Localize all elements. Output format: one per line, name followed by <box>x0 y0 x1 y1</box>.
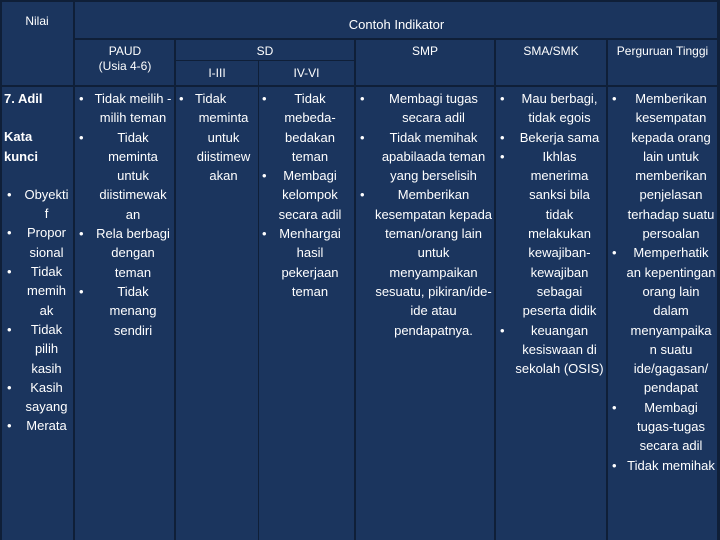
col-divider-sma <box>606 38 608 540</box>
table-left-border <box>0 0 2 540</box>
smp-item: • Membagi tugas secara adil <box>357 89 493 128</box>
sd-low-list <box>176 89 257 108</box>
sd-low-column <box>176 89 257 185</box>
sd-high-item: • Tidak mebeda- bedakan teman <box>259 89 353 166</box>
pt-item: • Tidak memihak <box>609 456 716 475</box>
table-top-border <box>0 0 720 2</box>
sd-low-continuation: meminta untuk diistimew akan <box>196 110 251 184</box>
pt-item: • Memperhatik an kepentingan orang lain dalam menyampaika n suatu ide/gagasan/ pendapat <box>609 243 716 397</box>
kata-kunci-label-2: kunci <box>4 148 38 164</box>
keyword-list <box>4 185 72 436</box>
col-divider-nilai <box>73 0 75 540</box>
sd-subheader-divider <box>175 60 355 61</box>
keyword-item: • Kasih sayang <box>4 378 72 417</box>
header-sd-i-iii: I-III <box>208 66 226 80</box>
nilai-title: 7. Adil <box>4 91 43 106</box>
sma-item: • Ikhlas menerima sanksi bila tidak melakukan kewajiban- kewajiban sebagai peserta didik <box>497 147 605 321</box>
nilai-column <box>4 89 72 436</box>
header-divider-1 <box>74 38 720 40</box>
pt-list <box>609 89 716 475</box>
header-paud <box>76 44 174 74</box>
sma-list <box>497 89 605 378</box>
header-contoh-indikator: Contoh Indikator <box>348 17 445 32</box>
header-sma-smk: SMA/SMK <box>523 44 579 58</box>
sd-high-item: • Menhargai hasil pekerjaan teman <box>259 224 353 301</box>
header-smp: SMP <box>411 44 438 58</box>
keyword-item: • Tidak pilih kasih <box>4 320 72 378</box>
col-divider-smp <box>494 38 496 540</box>
header-sd-iv-vi: IV-VI <box>293 66 320 80</box>
paud-item: • Tidak meminta untuk diistimewak an <box>76 128 173 224</box>
sd-high-item: • Membagi kelompok secara adil <box>259 166 353 224</box>
header-divider-2 <box>0 85 720 87</box>
pt-column <box>609 89 716 475</box>
header-paud-line1: PAUD <box>108 44 142 58</box>
keyword-item: • Tidak memih ak <box>4 262 72 320</box>
smp-list <box>357 89 493 340</box>
header-nilai: Nilai <box>25 14 49 28</box>
sma-item: • Bekerja sama <box>497 128 605 147</box>
sma-item: • keuangan kesiswaan di sekolah (OSIS) <box>497 321 605 379</box>
sd-high-column <box>259 89 353 301</box>
smp-item: • Memberikan kesempatan kepada teman/orang lain untuk menyampaikan sesuatu, pikiran/ide-ide atau pendapatnya. <box>357 185 493 339</box>
sma-column <box>497 89 605 378</box>
sma-item: • Mau berbagi, tidak egois <box>497 89 605 128</box>
col-divider-sd <box>354 38 356 540</box>
sd-low-item: • Tidak <box>176 89 257 108</box>
header-paud-line2: (Usia 4-6) <box>98 59 152 73</box>
header-sd: SD <box>256 44 274 58</box>
pt-item: • Membagi tugas-tugas secara adil <box>609 398 716 456</box>
keyword-item: • Propor sional <box>4 223 72 262</box>
paud-item: • Rela berbagi dengan teman <box>76 224 173 282</box>
header-perguruan-tinggi: Perguruan Tinggi <box>616 44 709 58</box>
pt-item: • Memberikan kesempatan kepada orang lain untuk memberikan penjelasan terhadap suatu persoalan <box>609 89 716 243</box>
keyword-item: • Obyekti f <box>4 185 72 224</box>
smp-item: • Tidak memihak apabilaada teman yang berselisih <box>357 128 493 186</box>
paud-list <box>76 89 173 340</box>
smp-column <box>357 89 493 340</box>
keyword-item: • Merata <box>4 416 72 435</box>
kata-kunci-label-1: Kata <box>4 129 33 145</box>
paud-item: • Tidak meilih -milih teman <box>76 89 173 128</box>
sd-high-list <box>259 89 353 301</box>
paud-item: • Tidak menang sendiri <box>76 282 173 340</box>
paud-column <box>76 89 173 340</box>
